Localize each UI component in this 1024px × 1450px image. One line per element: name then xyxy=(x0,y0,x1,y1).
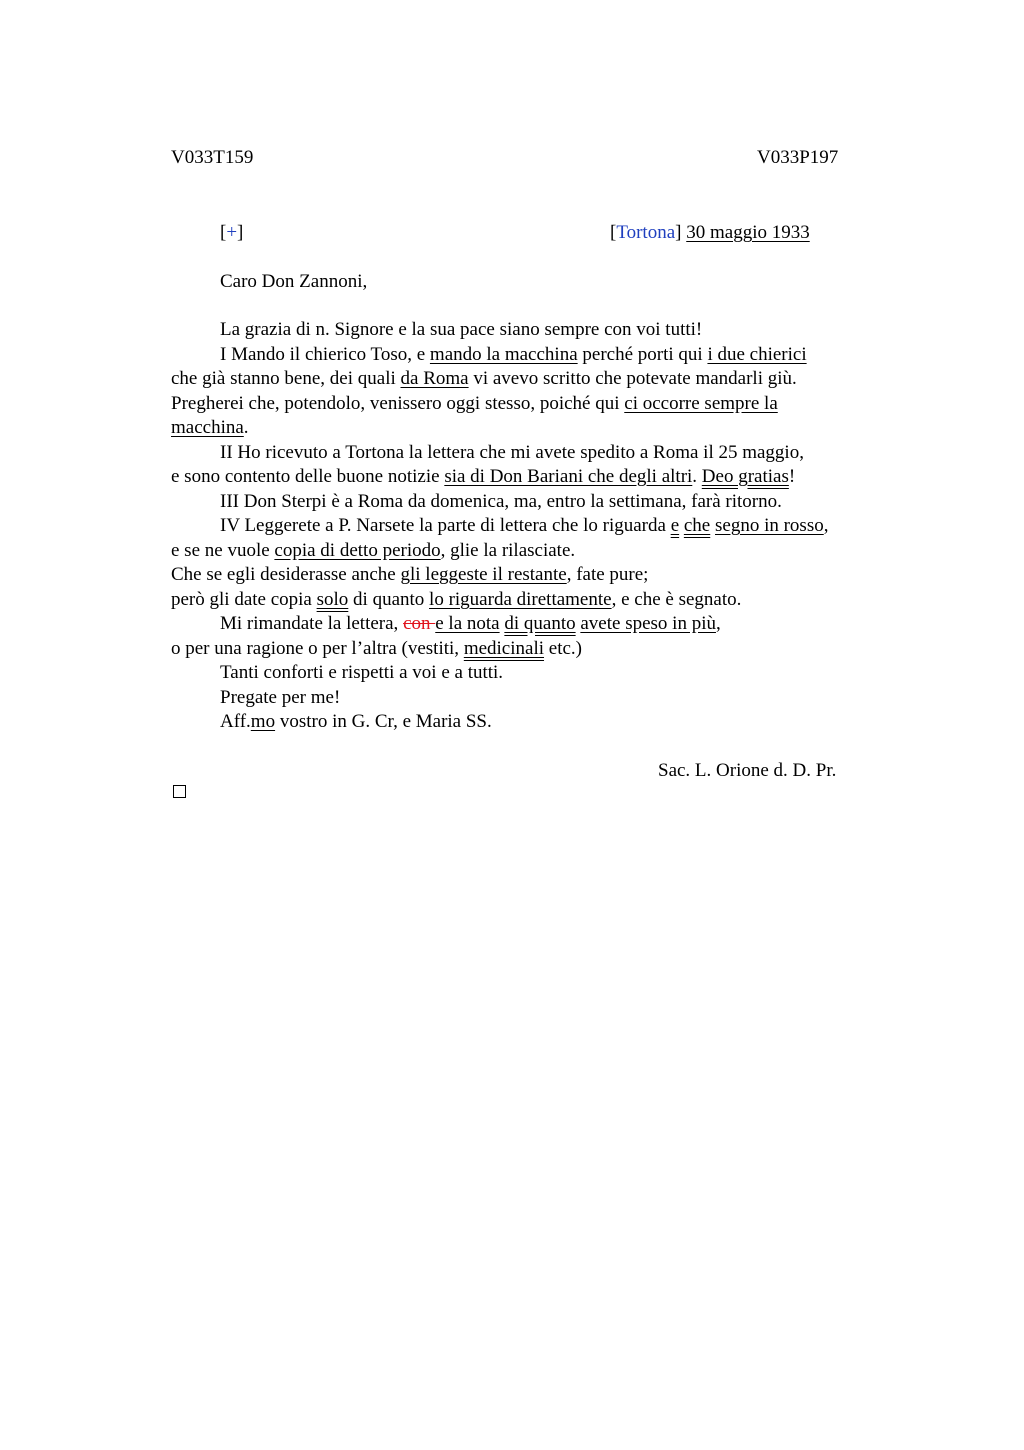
line-6: II Ho ricevuto a Tortona la lettera che mi avete spedito a Roma il 25 maggio, xyxy=(220,442,804,463)
line-2: I Mando il chierico Toso, e mando la macchina perché porti qui i due chierici xyxy=(220,344,807,365)
line-9: IV Leggerete a P. Narsete la parte di lettera che lo riguarda e che segno in rosso, xyxy=(220,515,829,536)
dateline: [Tortona] 30 maggio 1933 xyxy=(610,222,810,243)
line-11: Che se egli desiderasse anche gli leggeste il restante, fate pure; xyxy=(171,564,649,585)
line-15: Tanti conforti e rispetti a voi e a tutti. xyxy=(220,662,504,683)
line-5: macchina. xyxy=(171,417,249,438)
end-checkbox[interactable] xyxy=(173,785,186,798)
dateline-place: Tortona xyxy=(616,222,676,243)
line-1: La grazia di n. Signore e la sua pace siano sempre con voi tutti! xyxy=(220,319,703,340)
line-3: che già stanno bene, dei quali da Roma vi avevo scritto che potevate mandarli giù. xyxy=(171,368,797,389)
cross-mark: [+] xyxy=(220,222,244,243)
header-left-code: V033T159 xyxy=(171,147,254,168)
salutation: Caro Don Zannoni, xyxy=(220,271,368,292)
signature: Sac. L. Orione d. D. Pr. xyxy=(658,760,837,781)
header-right-code: V033P197 xyxy=(757,147,839,168)
line-13: Mi rimandate la lettera, con e la nota di quanto avete speso in più, xyxy=(220,613,721,634)
line-16: Pregate per me! xyxy=(220,687,341,708)
dateline-date: 30 maggio 1933 xyxy=(686,222,810,243)
line-7: e sono contento delle buone notizie sia di Don Bariani che degli altri. Deo gratias! xyxy=(171,466,796,487)
deleted-word: con xyxy=(403,613,436,634)
line-14: o per una ragione o per l’altra (vestiti, medicinali etc.) xyxy=(171,638,582,659)
line-8: III Don Sterpi è a Roma da domenica, ma, entro la settimana, farà ritorno. xyxy=(220,491,782,512)
line-12: però gli date copia solo di quanto lo riguarda direttamente, e che è segnato. xyxy=(171,589,742,610)
line-17: Aff.mo vostro in G. Cr, e Maria SS. xyxy=(220,711,492,732)
line-4: Pregherei che, potendolo, venissero oggi stesso, poiché qui ci occorre sempre la xyxy=(171,393,778,414)
line-10: e se ne vuole copia di detto periodo, glie la rilasciate. xyxy=(171,540,576,561)
